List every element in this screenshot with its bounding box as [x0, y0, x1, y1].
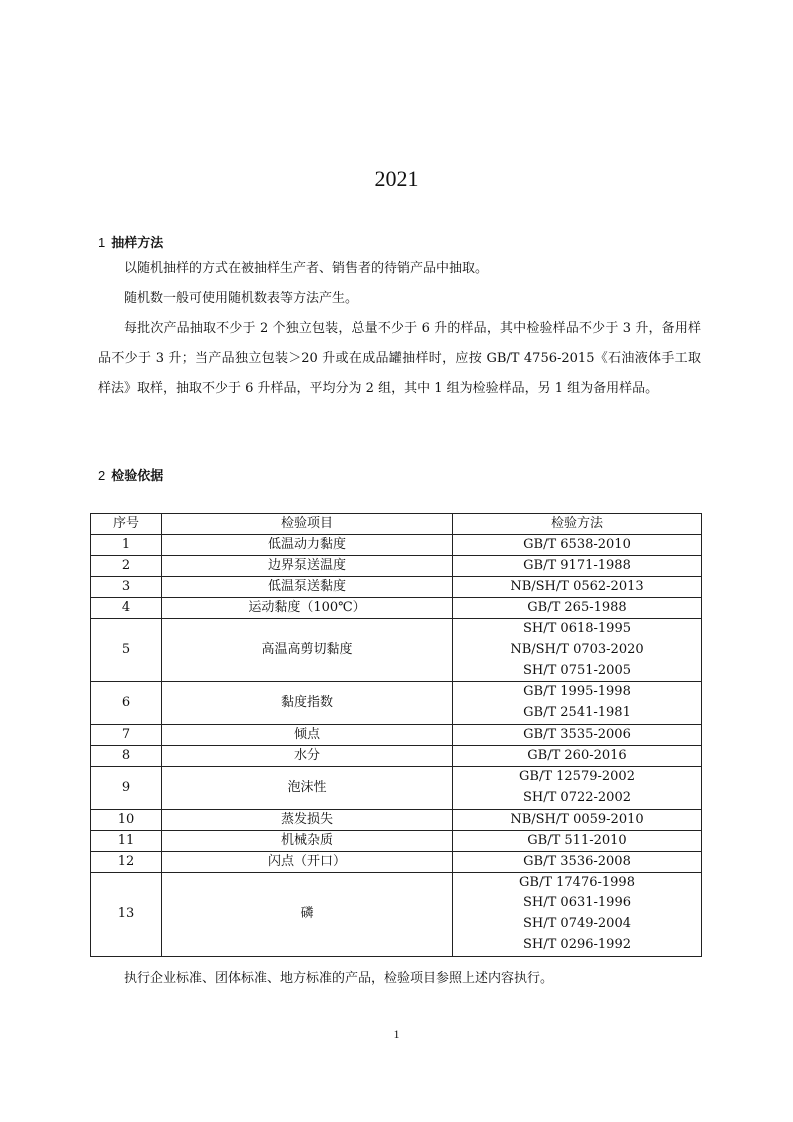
inspection-method: SH/T 0296-1992 — [523, 936, 631, 952]
inspection-item: 泡沫性 — [162, 766, 453, 809]
inspection-method: GB/T 260-2016 — [527, 747, 627, 763]
inspection-method: GB/T 17476-1998 — [519, 874, 635, 890]
table-row — [91, 830, 702, 851]
inspection-method: GB/T 3536-2008 — [523, 853, 631, 869]
table-row — [91, 577, 702, 598]
inspection-method-cell — [453, 619, 702, 682]
table-row — [91, 682, 702, 725]
table-row — [91, 619, 702, 682]
row-number: 7 — [91, 724, 162, 745]
inspection-method: NB/SH/T 0703-2020 — [510, 641, 644, 657]
table-note: 执行企业标准、团体标准、地方标准的产品，检验项目参照上述内容执行。 — [124, 971, 554, 986]
inspection-method-cell — [453, 745, 702, 766]
table-body — [91, 535, 702, 957]
table-row — [91, 535, 702, 556]
inspection-method-cell — [453, 535, 702, 556]
inspection-method: SH/T 0631-1996 — [523, 895, 631, 911]
inspection-method: GB/T 12579-2002 — [519, 768, 635, 784]
inspection-item: 倾点 — [162, 724, 453, 745]
inspection-item: 低温泵送黏度 — [162, 577, 453, 598]
inspection-method: GB/T 9171-1988 — [523, 558, 631, 573]
inspection-item: 边界泵送温度 — [162, 556, 453, 577]
paragraph-1: 以随机抽样的方式在被抽样生产者、销售者的待销产品中抽取。 — [124, 261, 489, 276]
inspection-item: 闪点（开口） — [162, 851, 453, 872]
table-row — [91, 598, 702, 619]
row-number: 5 — [91, 619, 162, 682]
paragraph-3: 每批次产品抽取不少于 2 个独立包装，总量不少于 6 升的样品，其中检验样品不少于 3 升，备用样品不少于 3 升；当产品独立包装＞20 升或在成品罐抽样时，应按 GB/T 4756-2015《石油液体手工取样法》取样，抽取不少于 6 升样品，平均分为 2 组，其中 1 组为检验样品，另 1 组为备用样品。 — [98, 321, 701, 396]
document-title: 2021 — [374, 166, 419, 191]
inspection-item: 机械杂质 — [162, 830, 453, 851]
row-number: 11 — [91, 830, 162, 851]
row-number: 9 — [91, 766, 162, 809]
inspection-method: NB/SH/T 0562-2013 — [510, 579, 644, 594]
inspection-method: GB/T 3535-2006 — [523, 726, 631, 742]
row-number: 12 — [91, 851, 162, 872]
inspection-method: GB/T 6538-2010 — [523, 537, 631, 552]
inspection-method-cell — [453, 872, 702, 956]
inspection-item: 高温高剪切黏度 — [162, 619, 453, 682]
table-row — [91, 872, 702, 956]
row-number: 1 — [91, 535, 162, 556]
inspection-item: 运动黏度（100℃） — [162, 598, 453, 619]
table-row — [91, 851, 702, 872]
inspection-method-cell — [453, 577, 702, 598]
inspection-method: GB/T 265-1988 — [527, 600, 627, 615]
inspection-item: 低温动力黏度 — [162, 535, 453, 556]
section-2-heading — [98, 465, 163, 484]
header-no: 序号 — [91, 514, 162, 535]
inspection-method-cell — [453, 724, 702, 745]
section-1-number: 1 — [98, 235, 106, 250]
header-item: 检验项目 — [162, 514, 453, 535]
inspection-table — [90, 513, 702, 957]
inspection-method: NB/SH/T 0059-2010 — [510, 811, 644, 827]
table-row — [91, 745, 702, 766]
row-number: 6 — [91, 682, 162, 725]
inspection-method: SH/T 0749-2004 — [523, 916, 631, 932]
section-1-heading — [98, 232, 163, 251]
inspection-method: SH/T 0751-2005 — [523, 662, 631, 678]
page-number: 1 — [393, 1027, 400, 1041]
inspection-method-cell — [453, 766, 702, 809]
row-number: 3 — [91, 577, 162, 598]
inspection-method-cell — [453, 851, 702, 872]
inspection-method: GB/T 1995-1998 — [523, 684, 631, 700]
inspection-item: 黏度指数 — [162, 682, 453, 725]
inspection-method: GB/T 511-2010 — [527, 832, 627, 848]
table-row — [91, 766, 702, 809]
paragraph-2: 随机数一般可使用随机数表等方法产生。 — [124, 291, 359, 306]
section-2-number: 2 — [98, 468, 106, 483]
inspection-method-cell — [453, 830, 702, 851]
row-number: 13 — [91, 872, 162, 956]
row-number: 2 — [91, 556, 162, 577]
section-1-title: 抽样方法 — [111, 236, 164, 251]
inspection-method: GB/T 2541-1981 — [523, 705, 631, 721]
table-row — [91, 556, 702, 577]
table-header-row — [91, 514, 702, 535]
inspection-item: 磷 — [162, 872, 453, 956]
table-row — [91, 724, 702, 745]
inspection-item: 水分 — [162, 745, 453, 766]
row-number: 10 — [91, 809, 162, 830]
inspection-method-cell — [453, 598, 702, 619]
inspection-method-cell — [453, 556, 702, 577]
section-2-title: 检验依据 — [111, 469, 164, 484]
inspection-item: 蒸发损失 — [162, 809, 453, 830]
inspection-method-cell — [453, 682, 702, 725]
row-number: 4 — [91, 598, 162, 619]
inspection-method: SH/T 0618-1995 — [523, 621, 631, 636]
table-row — [91, 809, 702, 830]
inspection-method-cell — [453, 809, 702, 830]
inspection-method: SH/T 0722-2002 — [523, 789, 631, 805]
row-number: 8 — [91, 745, 162, 766]
header-method: 检验方法 — [453, 514, 702, 535]
